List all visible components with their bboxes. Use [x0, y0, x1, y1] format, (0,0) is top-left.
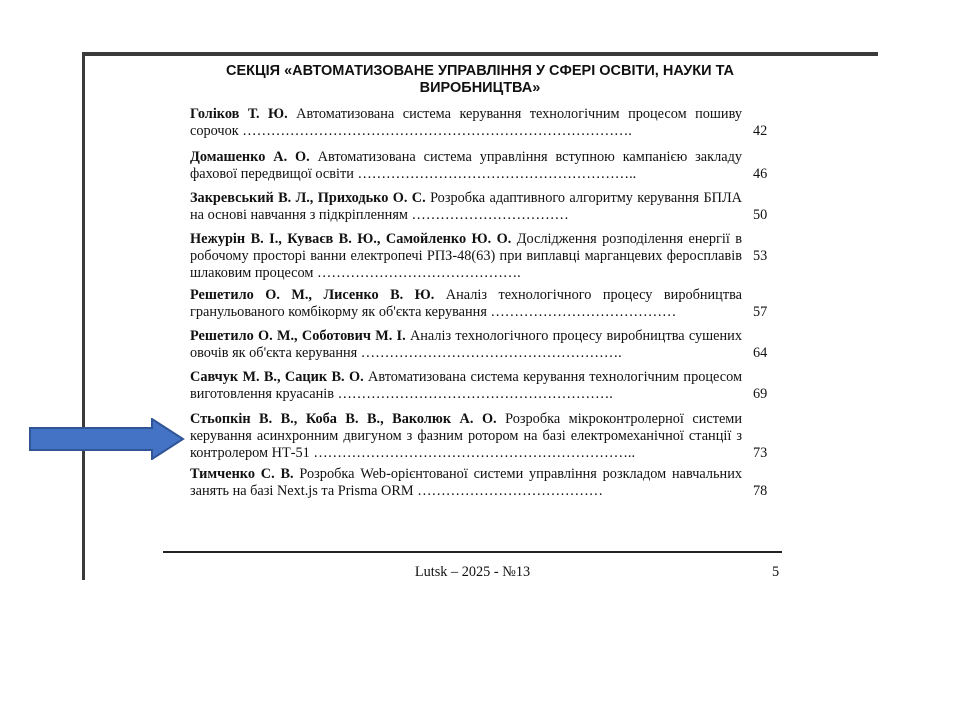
toc-entry-zakrevskyi[interactable] [190, 190, 770, 230]
toc-page-number: 42 [753, 123, 768, 139]
toc-page-number: 73 [753, 445, 768, 461]
toc-leader-dots: ……………………………………. [313, 265, 521, 281]
toc-entry-tymchenko[interactable] [190, 466, 770, 506]
footer-rule [163, 551, 782, 553]
toc-title: Аналіз технологічного процесу виробництва сушених овочів як об'єкта керування [190, 328, 742, 361]
page-left-border [82, 52, 85, 580]
toc-page-number: 78 [753, 483, 768, 499]
toc-entry-reshetylo-lysenko[interactable] [190, 287, 770, 327]
footer-text: Lutsk – 2025 - №13 [414, 564, 531, 580]
toc-title: Розробка Web-орієнтованої системи управління розкладом навчальних занять на базі Next.js та Prisma ORM [190, 466, 742, 499]
toc-authors: Голіков Т. Ю. [190, 106, 288, 122]
page-top-border [82, 52, 878, 56]
toc-page-number: 50 [753, 207, 768, 223]
toc-entry-stopkin[interactable] [190, 411, 770, 463]
toc-entry-text [190, 411, 742, 462]
toc-entry-text [190, 149, 742, 183]
toc-entry-text [190, 466, 742, 500]
section-title [160, 63, 800, 97]
toc-authors: Решетило О. М., Соботович М. І. [190, 328, 406, 344]
toc-page-number: 46 [753, 166, 768, 182]
toc-leader-dots: …………………………………………………. [334, 386, 613, 402]
toc-title: Розробка адаптивного алгоритму керування БПЛА на основі навчання з підкріпленням [190, 190, 742, 223]
toc-authors: Нежурін В. І., Куваєв В. Ю., Самойленко Ю. О. [190, 231, 512, 247]
toc-authors: Решетило О. М., Лисенко В. Ю. [190, 287, 435, 303]
toc-page-number: 64 [753, 345, 768, 361]
toc-authors: Тимченко С. В. [190, 466, 294, 482]
toc-authors: Домашенко А. О. [190, 149, 310, 165]
toc-title: Автоматизована система керування технологічним процесом виготовлення круасанів [190, 369, 743, 402]
toc-entry-text [190, 287, 742, 321]
toc-title: Автоматизована система керування технологічним процесом пошиву сорочок [190, 106, 742, 139]
toc-page-number: 69 [753, 386, 768, 402]
toc-entry-text [190, 190, 742, 224]
right-arrow-icon [28, 418, 186, 460]
toc-entry-text [190, 369, 742, 403]
toc-leader-dots: ………………………………… [413, 483, 604, 499]
toc-title: Розробка мікроконтролерної системи керування асинхронним двигуном з фазним ротором на базі електромеханічної станції з контролером НТ-51 [190, 411, 742, 461]
toc-entry-reshetylo-sobotovych[interactable] [190, 328, 770, 368]
toc-entry-nezhurin[interactable] [190, 231, 770, 283]
toc-leader-dots: ………………………………………………………….. [309, 445, 636, 461]
toc-title: Автоматизована система управління вступною кампанією закладу фахової передвищої освіти [190, 149, 742, 182]
toc-leader-dots: …………………………… [407, 207, 569, 223]
toc-title: Аналіз технологічного процесу виробництва гранульованого комбікорму як об'єкта керування [190, 287, 742, 320]
section-title-line2: ВИРОБНИЦТВА» [419, 80, 541, 96]
toc-leader-dots: ………………………………………………………………………. [238, 123, 632, 139]
toc-authors: Стьопкін В. В., Коба В. В., Ваколюк А. О. [190, 411, 497, 427]
toc-entry-savchuk[interactable] [190, 369, 770, 409]
toc-leader-dots: ………………………………………………. [357, 345, 622, 361]
toc-entry-domashenko[interactable] [190, 149, 770, 189]
toc-page-number: 57 [753, 304, 768, 320]
toc-entry-text [190, 231, 742, 282]
section-title-line1: СЕКЦІЯ «АВТОМАТИЗОВАНЕ УПРАВЛІННЯ У СФЕРІ ОСВІТИ, НАУКИ ТА [226, 63, 734, 79]
toc-entry-text [190, 328, 742, 362]
toc-entry-golikov[interactable] [190, 106, 770, 146]
toc-authors: Закревський В. Л., Приходько О. С. [190, 190, 426, 206]
toc-leader-dots: ………………………………… [486, 304, 677, 320]
footer-page-number: 5 [772, 564, 780, 580]
toc-authors: Савчук М. В., Сацик В. О. [190, 369, 364, 385]
toc-page-number: 53 [753, 248, 768, 264]
toc-title: Дослідження розподілення енергії в робочому просторі ванни електропечі РПЗ-48(63) при виплавці марганцевих феросплавів шлаковим процесом [190, 231, 743, 281]
toc-leader-dots: ………………………………………………….. [353, 166, 637, 182]
toc-entry-text [190, 106, 742, 140]
